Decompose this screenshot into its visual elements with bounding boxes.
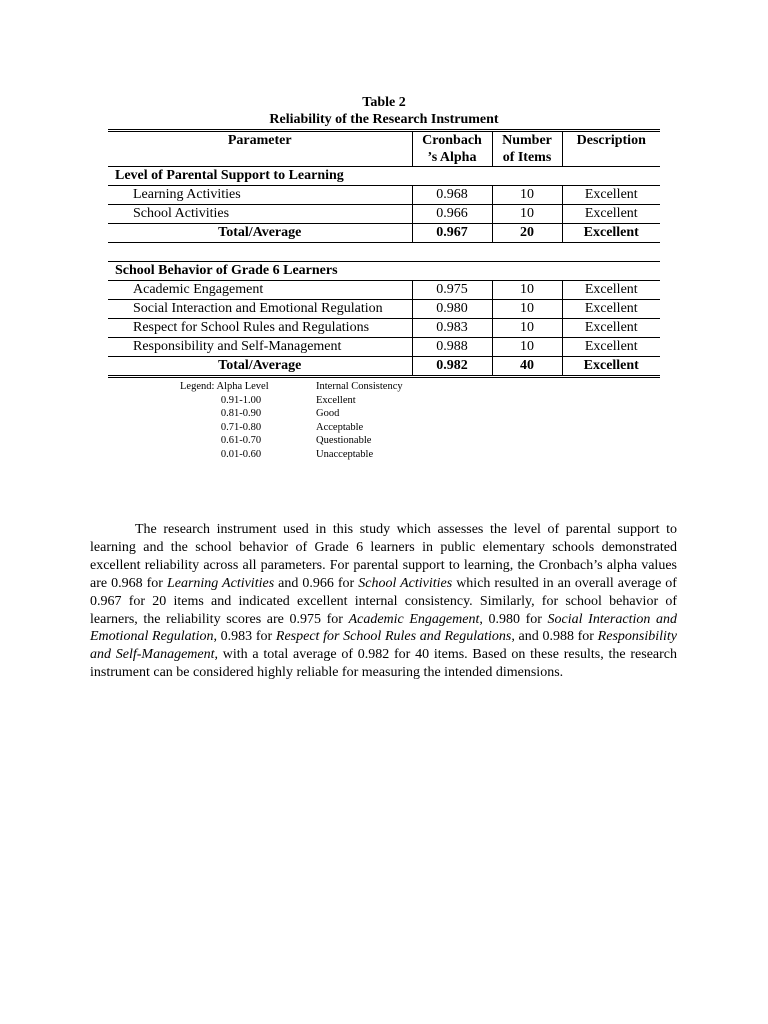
header-description: Description — [562, 131, 660, 167]
row-parameter: Respect for School Rules and Regulations — [133, 320, 370, 335]
total-row — [108, 357, 660, 377]
legend-row — [166, 434, 436, 448]
row-items: 10 — [492, 205, 562, 224]
table-row — [108, 300, 660, 319]
row-items: 10 — [492, 338, 562, 357]
legend-row — [166, 407, 436, 421]
legend-header-b: Internal Consistency — [316, 381, 403, 392]
legend-level: Unacceptable — [316, 448, 374, 460]
paragraph-text: which resulted in an overall average of 0.967 for 20 items and indicated excellent internal consistency. Similarly, for school behavior of learners, the reliability scores are 0.975 for — [90, 575, 677, 627]
total-label: Total/Average — [218, 358, 302, 373]
legend-row — [166, 394, 436, 408]
legend-row — [166, 421, 436, 435]
row-description: Excellent — [562, 205, 660, 224]
total-label: Total/Average — [218, 225, 302, 240]
row-description: Excellent — [562, 281, 660, 300]
section-heading-row — [108, 262, 660, 281]
row-alpha: 0.975 — [412, 281, 492, 300]
header-items-line1: Number — [502, 133, 552, 148]
legend-level: Questionable — [316, 435, 372, 446]
total-alpha: 0.982 — [412, 357, 492, 377]
row-alpha: 0.968 — [412, 186, 492, 205]
legend — [166, 380, 436, 461]
body-paragraph — [90, 521, 677, 682]
row-items: 10 — [492, 319, 562, 338]
row-parameter: Responsibility and Self-Management — [133, 339, 342, 354]
table-number: Table 2 — [362, 95, 406, 110]
total-items: 40 — [492, 357, 562, 377]
paragraph-italic: Responsibility and Self-Management — [90, 629, 677, 663]
legend-range: 0.61-0.70 — [220, 435, 262, 446]
paragraph-italic: Academic Engagement — [348, 611, 480, 627]
table-row — [108, 281, 660, 300]
row-description: Excellent — [562, 319, 660, 338]
total-alpha: 0.967 — [412, 224, 492, 243]
header-items-line2: of Items — [502, 150, 552, 165]
paragraph-italic: School Activities — [358, 575, 453, 591]
legend-header-a: Legend: Alpha Level — [180, 381, 269, 392]
table-title: Reliability of the Research Instrument — [269, 112, 499, 127]
section2-heading: School Behavior of Grade 6 Learners — [115, 263, 338, 278]
row-parameter: Social Interaction and Emotional Regulation — [133, 301, 383, 316]
reliability-table — [108, 129, 660, 378]
row-alpha: 0.966 — [412, 205, 492, 224]
paragraph-text: , with a total average of 0.982 for 40 items. Based on these results, the research instrument can be considered highly reliable for measuring the intended dimensions. — [90, 647, 677, 681]
header-alpha — [412, 131, 492, 167]
total-row — [108, 224, 660, 243]
total-description: Excellent — [562, 224, 660, 243]
legend-level: Good — [316, 408, 340, 419]
section-heading-row — [108, 167, 660, 186]
legend-range: 0.91-1.00 — [220, 394, 262, 406]
legend-range: 0.81-0.90 — [220, 408, 262, 419]
legend-level: Excellent — [316, 394, 356, 406]
header-parameter: Parameter — [227, 133, 292, 148]
spacer-row — [108, 243, 660, 262]
row-parameter: Academic Engagement — [133, 282, 264, 297]
section1-heading: Level of Parental Support to Learning — [115, 168, 344, 183]
table-row — [108, 338, 660, 357]
row-alpha: 0.988 — [412, 338, 492, 357]
row-items: 10 — [492, 186, 562, 205]
row-description: Excellent — [562, 186, 660, 205]
legend-header — [166, 380, 436, 394]
paragraph-text: , and 0.988 for — [511, 629, 598, 645]
paragraph-italic: Learning Activities — [166, 575, 275, 591]
paragraph-italic: Respect for School Rules and Regulations — [275, 629, 512, 645]
row-items: 10 — [492, 300, 562, 319]
legend-level: Acceptable — [316, 421, 364, 433]
row-items: 10 — [492, 281, 562, 300]
legend-range: 0.71-0.80 — [220, 421, 262, 433]
paragraph-italic: Social Interaction and Emotional Regulation — [90, 611, 677, 645]
row-parameter: Learning Activities — [133, 187, 241, 202]
row-description: Excellent — [562, 300, 660, 319]
row-parameter: School Activities — [133, 206, 230, 221]
table-row — [108, 205, 660, 224]
header-alpha-line2: ’s Alpha — [427, 150, 477, 165]
table-row — [108, 319, 660, 338]
paragraph-text: and 0.966 for — [274, 575, 359, 591]
paragraph-text: The research instrument used in this study which assesses the level of parental support to learning and the school behavior of Grade 6 learners in public elementary schools demonstrated excellent reliability across all parameters. For parental support to learning, the Cronbach’s alpha values are 0.968 for — [90, 522, 677, 591]
table-header-row — [108, 131, 660, 167]
row-description: Excellent — [562, 338, 660, 357]
total-description: Excellent — [562, 357, 660, 377]
legend-row — [166, 448, 436, 462]
header-items — [492, 131, 562, 167]
header-alpha-line1: Cronbach — [422, 133, 482, 148]
paragraph-text: , 0.980 for — [479, 611, 548, 627]
paragraph-text: , 0.983 for — [213, 629, 276, 645]
table-row — [108, 186, 660, 205]
row-alpha: 0.980 — [412, 300, 492, 319]
row-alpha: 0.983 — [412, 319, 492, 338]
total-items: 20 — [492, 224, 562, 243]
legend-range: 0.01-0.60 — [220, 448, 262, 460]
